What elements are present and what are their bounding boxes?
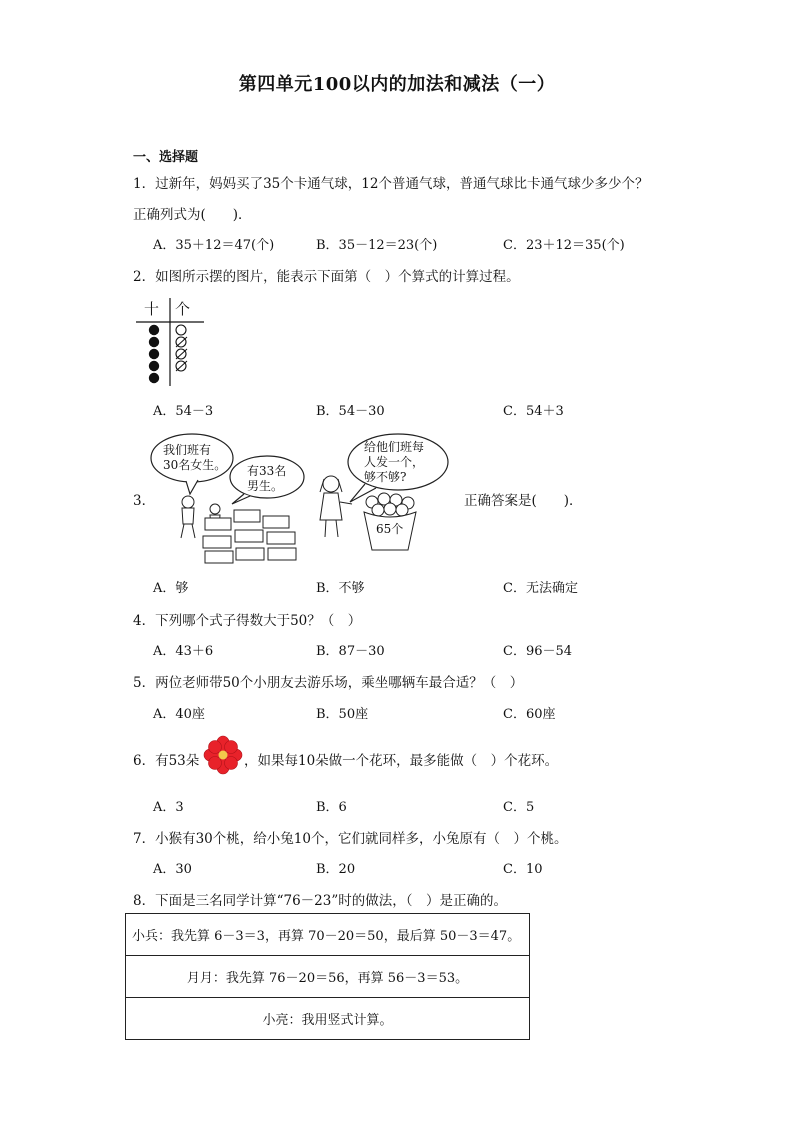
table-row-xiaobing[interactable]: 小兵：我先算 6－3＝3，再算 70－20＝50，最后算 50－3＝47。 bbox=[126, 914, 530, 956]
table-row-yueyue[interactable]: 月月：我先算 76－20＝56，再算 56－3＝53。 bbox=[126, 956, 530, 998]
table-row-xiaoliang[interactable]: 小亮：我用竖式计算。 bbox=[126, 998, 530, 1040]
question-1-option-a[interactable]: A．35＋12＝47(个) bbox=[153, 238, 275, 253]
basket-label: 65个 bbox=[376, 522, 404, 536]
question-4-option-c[interactable]: C．96－54 bbox=[503, 644, 573, 659]
bubble-girls-line1: 我们班有 bbox=[163, 443, 212, 457]
question-2-option-b[interactable]: B．54－30 bbox=[316, 404, 385, 419]
question-2-option-a[interactable]: A．54－3 bbox=[153, 404, 214, 419]
question-3-option-b[interactable]: B．不够 bbox=[316, 581, 365, 596]
question-3-number: 3． bbox=[133, 493, 156, 509]
page-title: 第四单元100以内的加法和减法（一） bbox=[238, 74, 556, 95]
abacus-ones-label: 个 bbox=[175, 300, 191, 318]
question-3-suffix: 正确答案是( )． bbox=[464, 493, 583, 509]
question-6-text-pre: 6．有53朵 bbox=[133, 753, 200, 769]
question-7-option-b[interactable]: B．20 bbox=[316, 862, 356, 877]
question-8-table bbox=[125, 913, 530, 1040]
question-7-option-c[interactable]: C．10 bbox=[503, 862, 543, 877]
question-4-option-b[interactable]: B．87－30 bbox=[316, 644, 385, 659]
question-3-option-a[interactable]: A．够 bbox=[153, 581, 189, 596]
question-4-option-a[interactable]: A．43＋6 bbox=[153, 644, 214, 659]
question-3-illustration bbox=[150, 432, 455, 567]
abacus-diagram bbox=[134, 296, 210, 390]
question-7-option-a[interactable]: A．30 bbox=[153, 862, 192, 877]
section-heading: 一、选择题 bbox=[133, 150, 199, 165]
question-8-text: 8．下面是三名同学计算“76－23”时的做法，（ ）是正确的。 bbox=[133, 893, 507, 909]
question-6-option-b[interactable]: B．6 bbox=[316, 800, 347, 815]
bubble-girls-line2: 30名女生。 bbox=[163, 458, 227, 472]
question-5-option-a[interactable]: A．40座 bbox=[153, 707, 205, 722]
question-5-option-b[interactable]: B．50座 bbox=[316, 707, 369, 722]
bubble-teacher-line3: 够不够? bbox=[364, 470, 407, 484]
bubble-teacher-line1: 给他们班每 bbox=[364, 440, 425, 454]
question-2-option-c[interactable]: C．54＋3 bbox=[503, 404, 564, 419]
question-1-option-c[interactable]: C．23＋12＝35(个) bbox=[503, 238, 625, 253]
question-5-text: 5．两位老师带50个小朋友去游乐场，乘坐哪辆车最合适？（ ） bbox=[133, 675, 524, 691]
question-6-option-c[interactable]: C．5 bbox=[503, 800, 535, 815]
bubble-boys-line1: 有33名 bbox=[247, 464, 287, 478]
bubble-teacher-line2: 人发一个， bbox=[364, 455, 425, 469]
question-4-text: 4．下列哪个式子得数大于50？（ ） bbox=[133, 613, 362, 629]
question-1-text-cont: 正确列式为( )． bbox=[133, 207, 252, 223]
red-flower-icon bbox=[203, 735, 243, 775]
question-6-text-post: ，如果每10朵做一个花环，最多能做（ ）个花环。 bbox=[244, 753, 559, 769]
question-2-text: 2．如图所示摆的图片，能表示下面第（ ）个算式的计算过程。 bbox=[133, 269, 520, 285]
question-1-option-b[interactable]: B．35－12＝23(个) bbox=[316, 238, 438, 253]
question-3-option-c[interactable]: C．无法确定 bbox=[503, 581, 578, 596]
bubble-boys-line2: 男生。 bbox=[247, 479, 284, 493]
question-6-option-a[interactable]: A．3 bbox=[153, 800, 184, 815]
question-7-text: 7．小猴有30个桃，给小兔10个，它们就同样多，小兔原有（ ）个桃。 bbox=[133, 831, 568, 847]
question-1-text: 1．过新年，妈妈买了35个卡通气球，12个普通气球，普通气球比卡通气球少多少个？ bbox=[133, 176, 649, 192]
abacus-tens-label: 十 bbox=[144, 300, 160, 318]
question-5-option-c[interactable]: C．60座 bbox=[503, 707, 556, 722]
